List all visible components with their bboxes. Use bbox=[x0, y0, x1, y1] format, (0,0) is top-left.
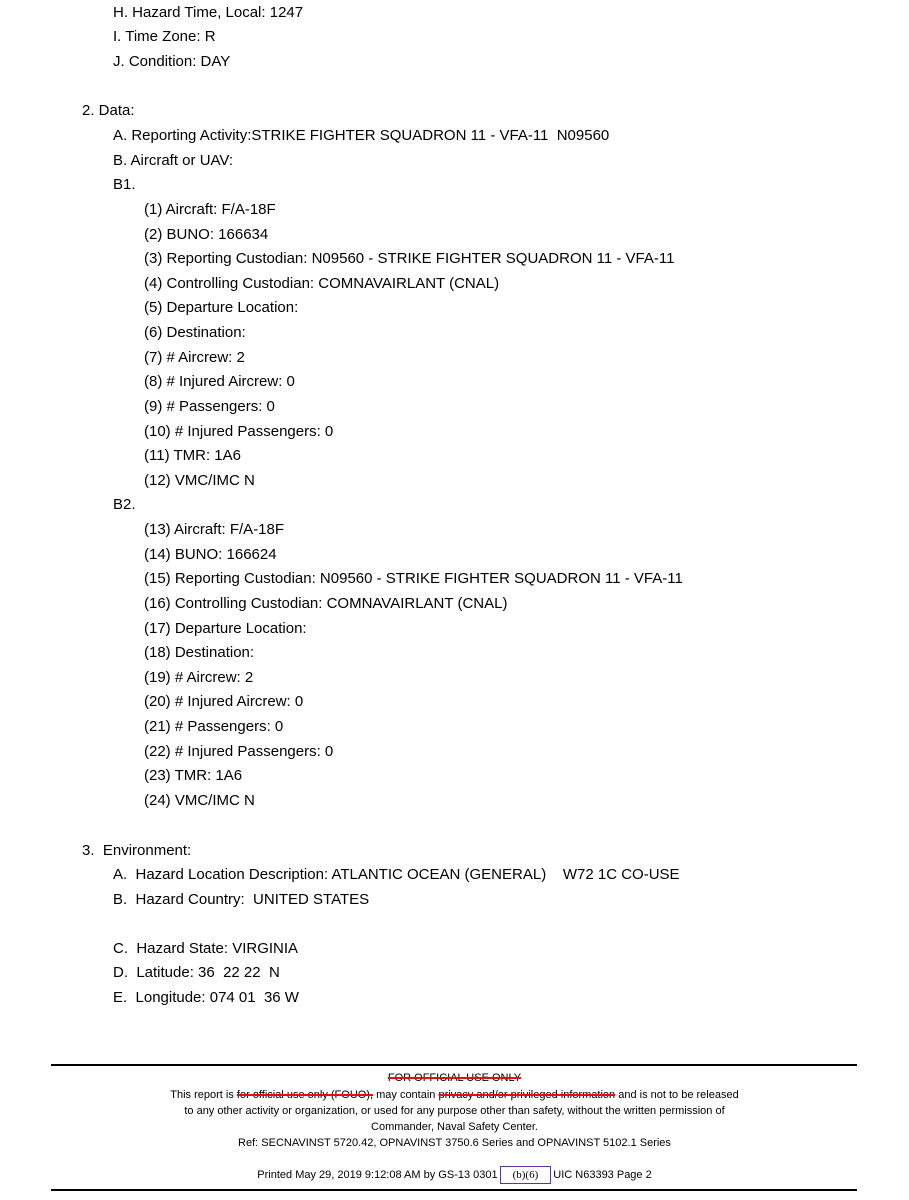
b1-item: (1) Aircraft: F/A-18F bbox=[144, 201, 276, 218]
b1-item: (4) Controlling Custodian: COMNAVAIRLANT (CNAL) bbox=[144, 275, 500, 292]
b1-item: (5) Departure Location: bbox=[144, 299, 299, 316]
print-info bbox=[0, 1166, 909, 1184]
section-3-heading: 3. Environment: bbox=[82, 842, 192, 859]
b2-item: (22) # Injured Passengers: 0 bbox=[144, 743, 334, 760]
latitude: D. Latitude: 36 22 22 N bbox=[113, 964, 280, 981]
b2-item: (14) BUNO: 166624 bbox=[144, 546, 277, 563]
footer-struck-text: privacy and/or privileged information bbox=[438, 1089, 616, 1101]
hazard-state: C. Hazard State: VIRGINIA bbox=[113, 940, 299, 957]
b1-item: (11) TMR: 1A6 bbox=[144, 447, 241, 464]
condition: J. Condition: DAY bbox=[113, 53, 231, 70]
b2-item: (13) Aircraft: F/A-18F bbox=[144, 521, 285, 538]
footer-top-rule bbox=[51, 1064, 857, 1066]
b1-item: (9) # Passengers: 0 bbox=[144, 398, 275, 415]
b1-label: B1. bbox=[113, 176, 136, 193]
b2-label: B2. bbox=[113, 496, 136, 513]
footer-text: and is not to be released bbox=[615, 1089, 739, 1101]
footer-line-1 bbox=[0, 1087, 909, 1103]
b1-item: (3) Reporting Custodian: N09560 - STRIKE FIGHTER SQUADRON 11 - VFA-11 bbox=[144, 250, 675, 267]
footer-text: may contain bbox=[373, 1089, 439, 1101]
uic-page: UIC N63393 Page 2 bbox=[553, 1169, 652, 1181]
b2-item: (24) VMC/IMC N bbox=[144, 792, 255, 809]
aircraft-heading: B. Aircraft or UAV: bbox=[113, 152, 234, 169]
b2-item: (21) # Passengers: 0 bbox=[144, 718, 284, 735]
fouo-banner bbox=[0, 1070, 909, 1086]
section-2-heading: 2. Data: bbox=[82, 102, 135, 119]
time-zone: I. Time Zone: R bbox=[113, 28, 216, 45]
b2-item: (16) Controlling Custodian: COMNAVAIRLANT (CNAL) bbox=[144, 595, 508, 612]
b2-item: (19) # Aircrew: 2 bbox=[144, 669, 254, 686]
reporting-activity: A. Reporting Activity:STRIKE FIGHTER SQUADRON 11 - VFA-11 N09560 bbox=[113, 127, 610, 144]
hazard-time: H. Hazard Time, Local: 1247 bbox=[113, 4, 304, 21]
footer-bottom-rule bbox=[51, 1189, 857, 1191]
b2-item: (18) Destination: bbox=[144, 644, 255, 661]
footer-text: This report is bbox=[170, 1089, 237, 1101]
b1-item: (2) BUNO: 166634 bbox=[144, 226, 269, 243]
b1-item: (12) VMC/IMC N bbox=[144, 472, 255, 489]
footer-struck-text: for official use only (FOUO), bbox=[236, 1089, 374, 1101]
printed-text: Printed May 29, 2019 9:12:08 AM by GS-13 0301 bbox=[257, 1169, 498, 1181]
hazard-country: B. Hazard Country: UNITED STATES bbox=[113, 891, 370, 908]
footer-line-4: Ref: SECNAVINST 5720.42, OPNAVINST 3750.6 Series and OPNAVINST 5102.1 Series bbox=[238, 1137, 671, 1149]
footer-line-2: to any other activity or organization, or used for any purpose other than safety, without the written permission of bbox=[184, 1105, 725, 1117]
b2-item: (17) Departure Location: bbox=[144, 620, 307, 637]
b2-item: (20) # Injured Aircrew: 0 bbox=[144, 693, 304, 710]
b1-item: (10) # Injured Passengers: 0 bbox=[144, 423, 334, 440]
footer-line-3: Commander, Naval Safety Center. bbox=[371, 1121, 538, 1133]
redaction-box: (b)(6) bbox=[500, 1166, 552, 1184]
b1-item: (6) Destination: bbox=[144, 324, 246, 341]
b1-item: (7) # Aircrew: 2 bbox=[144, 349, 245, 366]
longitude: E. Longitude: 074 01 36 W bbox=[113, 989, 299, 1006]
hazard-location: A. Hazard Location Description: ATLANTIC OCEAN (GENERAL) W72 1C CO-USE bbox=[113, 866, 680, 883]
b2-item: (15) Reporting Custodian: N09560 - STRIKE FIGHTER SQUADRON 11 - VFA-11 bbox=[144, 570, 683, 587]
b1-item: (8) # Injured Aircrew: 0 bbox=[144, 373, 295, 390]
b2-item: (23) TMR: 1A6 bbox=[144, 767, 243, 784]
fouo-text: FOR OFFICIAL USE ONLY bbox=[387, 1072, 522, 1084]
